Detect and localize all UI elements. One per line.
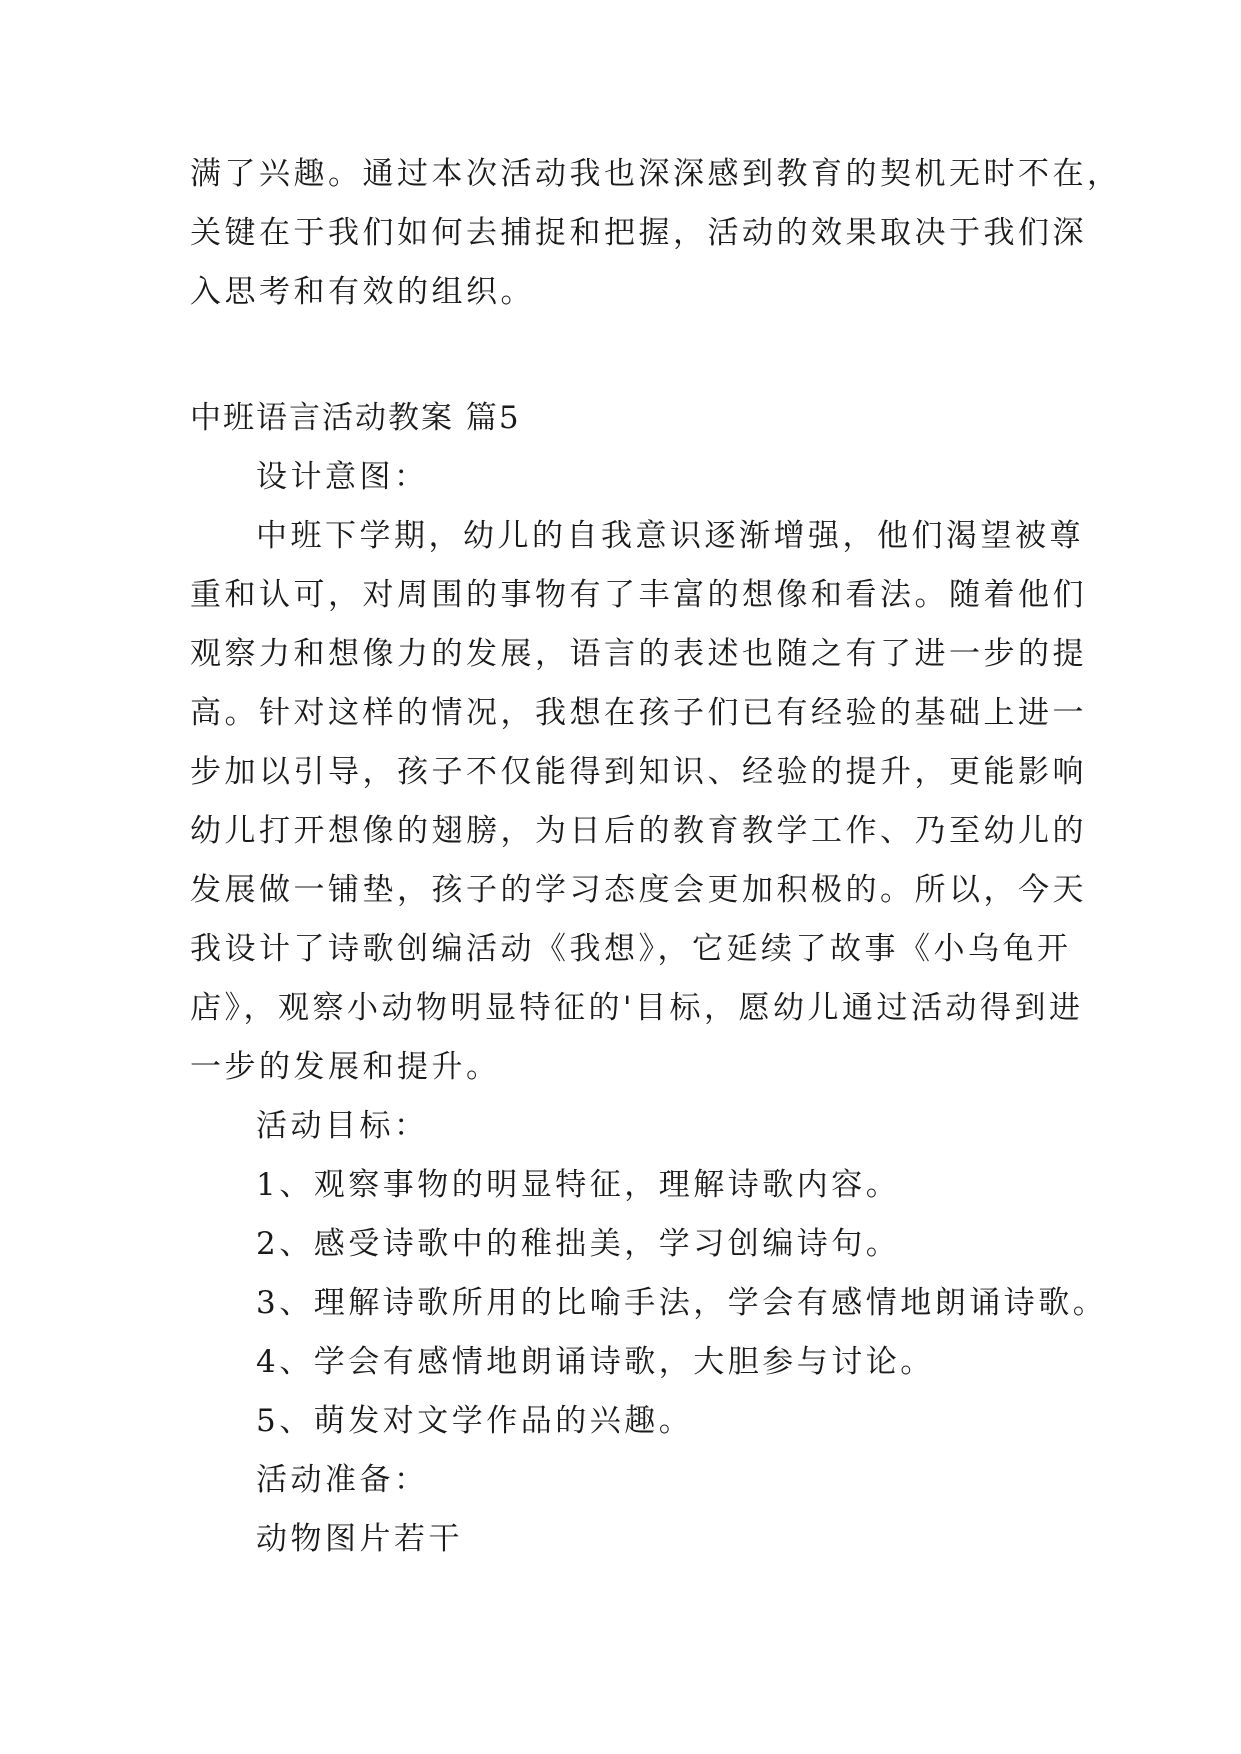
design-intent-line-9: 店》，观察小动物明显特征的'目标，愿幼儿通过活动得到进 xyxy=(190,990,1084,1026)
design-intent-line-1: 中班下学期，幼儿的自我意识逐渐增强，他们渴望被尊 xyxy=(256,518,1084,554)
intro-line-1: 满了兴趣。通过本次活动我也深深感到教育的契机无时不在， xyxy=(190,156,1122,192)
goal-item-2: 2、感受诗歌中的稚拙美，学习创编诗句。 xyxy=(256,1226,901,1262)
intro-line-3: 入思考和有效的组织。 xyxy=(190,274,535,310)
section-title: 中班语言活动教案 篇5 xyxy=(190,400,521,436)
goal-item-5: 5、萌发对文学作品的兴趣。 xyxy=(256,1403,694,1439)
design-intent-label: 设计意图： xyxy=(256,459,429,495)
intro-line-2: 关键在于我们如何去捕捉和把握，活动的效果取决于我们深 xyxy=(190,215,1087,251)
design-intent-line-10: 一步的发展和提升。 xyxy=(190,1049,501,1085)
goal-item-1: 1、观察事物的明显特征，理解诗歌内容。 xyxy=(256,1167,901,1203)
design-intent-line-7: 发展做一铺垫，孩子的学习态度会更加积极的。所以，今天 xyxy=(190,872,1087,908)
design-intent-line-8: 我设计了诗歌创编活动《我想》，它延续了故事《小乌龟开 xyxy=(190,931,1072,967)
goal-item-4: 4、学会有感情地朗诵诗歌，大胆参与讨论。 xyxy=(256,1344,935,1380)
prep-item-1: 动物图片若干 xyxy=(256,1521,463,1557)
design-intent-line-3: 观察力和想像力的发展，语言的表述也随之有了进一步的提 xyxy=(190,636,1087,672)
design-intent-line-6: 幼儿打开想像的翅膀，为日后的教育教学工作、乃至幼儿的 xyxy=(190,813,1087,849)
design-intent-line-4: 高。针对这样的情况，我想在孩子们已有经验的基础上进一 xyxy=(190,695,1087,731)
goal-item-3: 3、理解诗歌所用的比喻手法，学会有感情地朗诵诗歌。 xyxy=(256,1285,1108,1321)
goals-label: 活动目标： xyxy=(256,1108,429,1144)
design-intent-line-5: 步加以引导，孩子不仅能得到知识、经验的提升，更能影响 xyxy=(190,754,1087,790)
prep-label: 活动准备： xyxy=(256,1462,429,1498)
design-intent-line-2: 重和认可，对周围的事物有了丰富的想像和看法。随着他们 xyxy=(190,577,1087,613)
